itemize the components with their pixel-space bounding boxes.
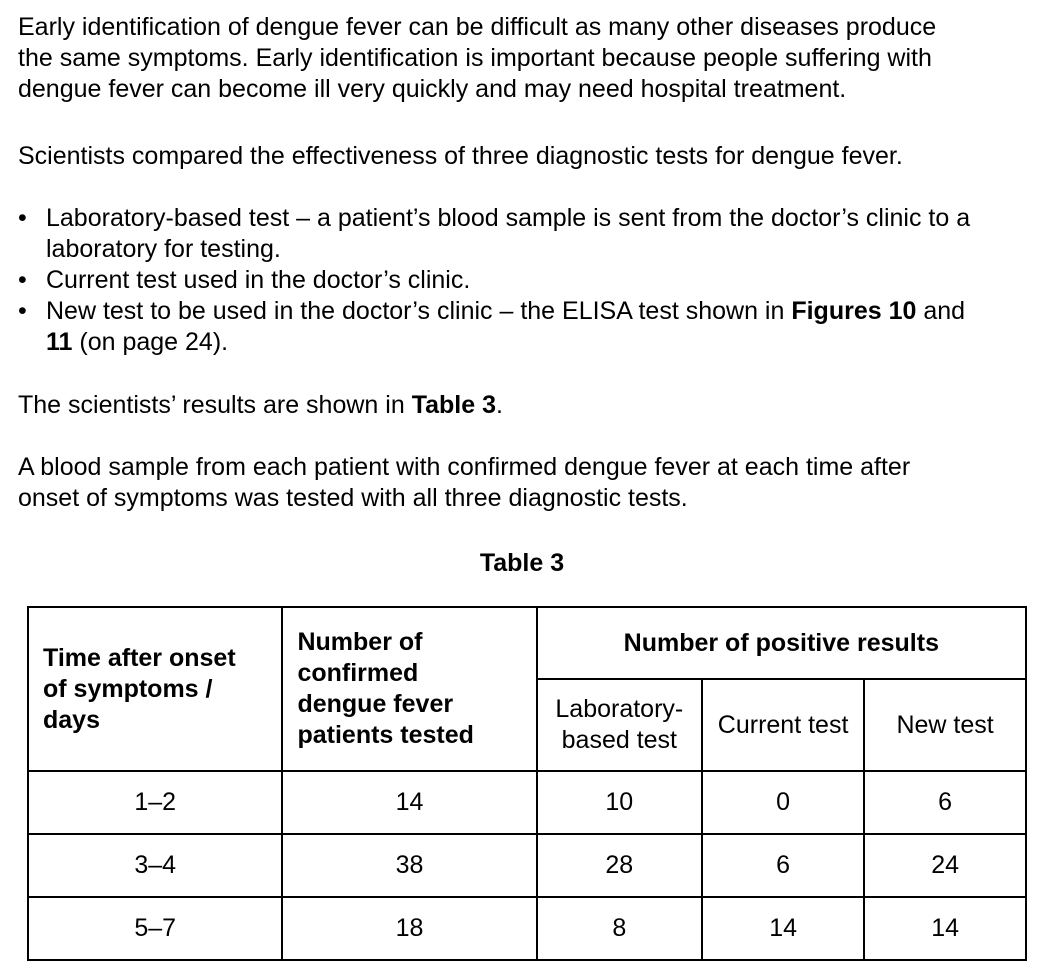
bullet-icon: • (18, 204, 27, 232)
header-laboratory-test (537, 679, 702, 771)
tests-list (18, 203, 1038, 358)
header-line: Number of (297, 628, 423, 656)
header-number-tested (282, 607, 536, 771)
figure-reference: Figures 10 (791, 297, 917, 325)
header-line: patients tested (297, 721, 474, 749)
table-header-row (28, 607, 1026, 679)
header-line: of symptoms / (43, 674, 213, 703)
cell-time: 3–4 (28, 834, 282, 897)
header-line: based test (561, 726, 677, 754)
bullet-icon: • (18, 297, 27, 325)
header-line: Laboratory- (555, 695, 684, 723)
bullet-icon: • (18, 266, 27, 294)
table-row (28, 771, 1026, 834)
cell-new: 6 (864, 771, 1026, 834)
sample-line: A blood sample from each patient with confirmed dengue fever at each time after (18, 453, 911, 481)
compare-paragraph: Scientists compared the effectiveness of three diagnostic tests for dengue fever. (18, 142, 903, 170)
results-text: The scientists’ results are shown in (18, 391, 412, 419)
list-item-text: Current test used in the doctor’s clinic. (46, 266, 471, 294)
results-paragraph (18, 390, 1038, 421)
header-line: confirmed (297, 659, 419, 687)
header-line: dengue fever (297, 690, 454, 718)
header-current-test: Current test (702, 679, 864, 771)
table-title: Table 3 (479, 549, 565, 577)
header-new-test: New test (864, 679, 1026, 771)
results-text: . (495, 391, 503, 419)
list-item-laboratory-test (18, 203, 1038, 265)
intro-line: the same symptoms. Early identification is important because people suffering with (18, 44, 932, 72)
results-table (27, 606, 1027, 961)
cell-laboratory: 28 (537, 834, 702, 897)
list-item-text: New test to be used in the doctor’s clinic – the ELISA test shown in (46, 297, 792, 325)
cell-time: 1–2 (28, 771, 282, 834)
cell-current: 6 (702, 834, 864, 897)
header-line: Time after onset (43, 643, 236, 672)
list-item-text: laboratory for testing. (46, 235, 281, 263)
cell-laboratory: 10 (537, 771, 702, 834)
document-body (18, 12, 1038, 514)
sample-paragraph (18, 452, 1038, 514)
intro-line: dengue fever can become ill very quickly and may need hospital treatment. (18, 75, 847, 103)
cell-current: 14 (702, 897, 864, 960)
header-positive-results: Number of positive results (537, 607, 1026, 679)
list-item-new-test (18, 296, 1038, 358)
list-item-text: (on page 24). (72, 328, 229, 356)
list-item-current-test (18, 265, 1038, 296)
cell-number-tested: 18 (282, 897, 536, 960)
intro-line: Early identification of dengue fever can be difficult as many other diseases produce (18, 13, 937, 41)
header-line: days (43, 705, 100, 734)
header-time-after-onset (28, 607, 282, 771)
table-row (28, 834, 1026, 897)
list-item-text: and (916, 297, 966, 325)
figure-reference: 11 (46, 328, 73, 356)
table-reference: Table 3 (411, 391, 496, 419)
cell-laboratory: 8 (537, 897, 702, 960)
cell-new: 24 (864, 834, 1026, 897)
cell-current: 0 (702, 771, 864, 834)
cell-number-tested: 14 (282, 771, 536, 834)
intro-paragraph (18, 12, 1038, 105)
sample-line: onset of symptoms was tested with all three diagnostic tests. (18, 484, 688, 512)
cell-time: 5–7 (28, 897, 282, 960)
table-row (28, 897, 1026, 960)
cell-new: 14 (864, 897, 1026, 960)
cell-number-tested: 38 (282, 834, 536, 897)
list-item-text: Laboratory-based test – a patient’s blood sample is sent from the doctor’s clinic to a (46, 204, 971, 232)
